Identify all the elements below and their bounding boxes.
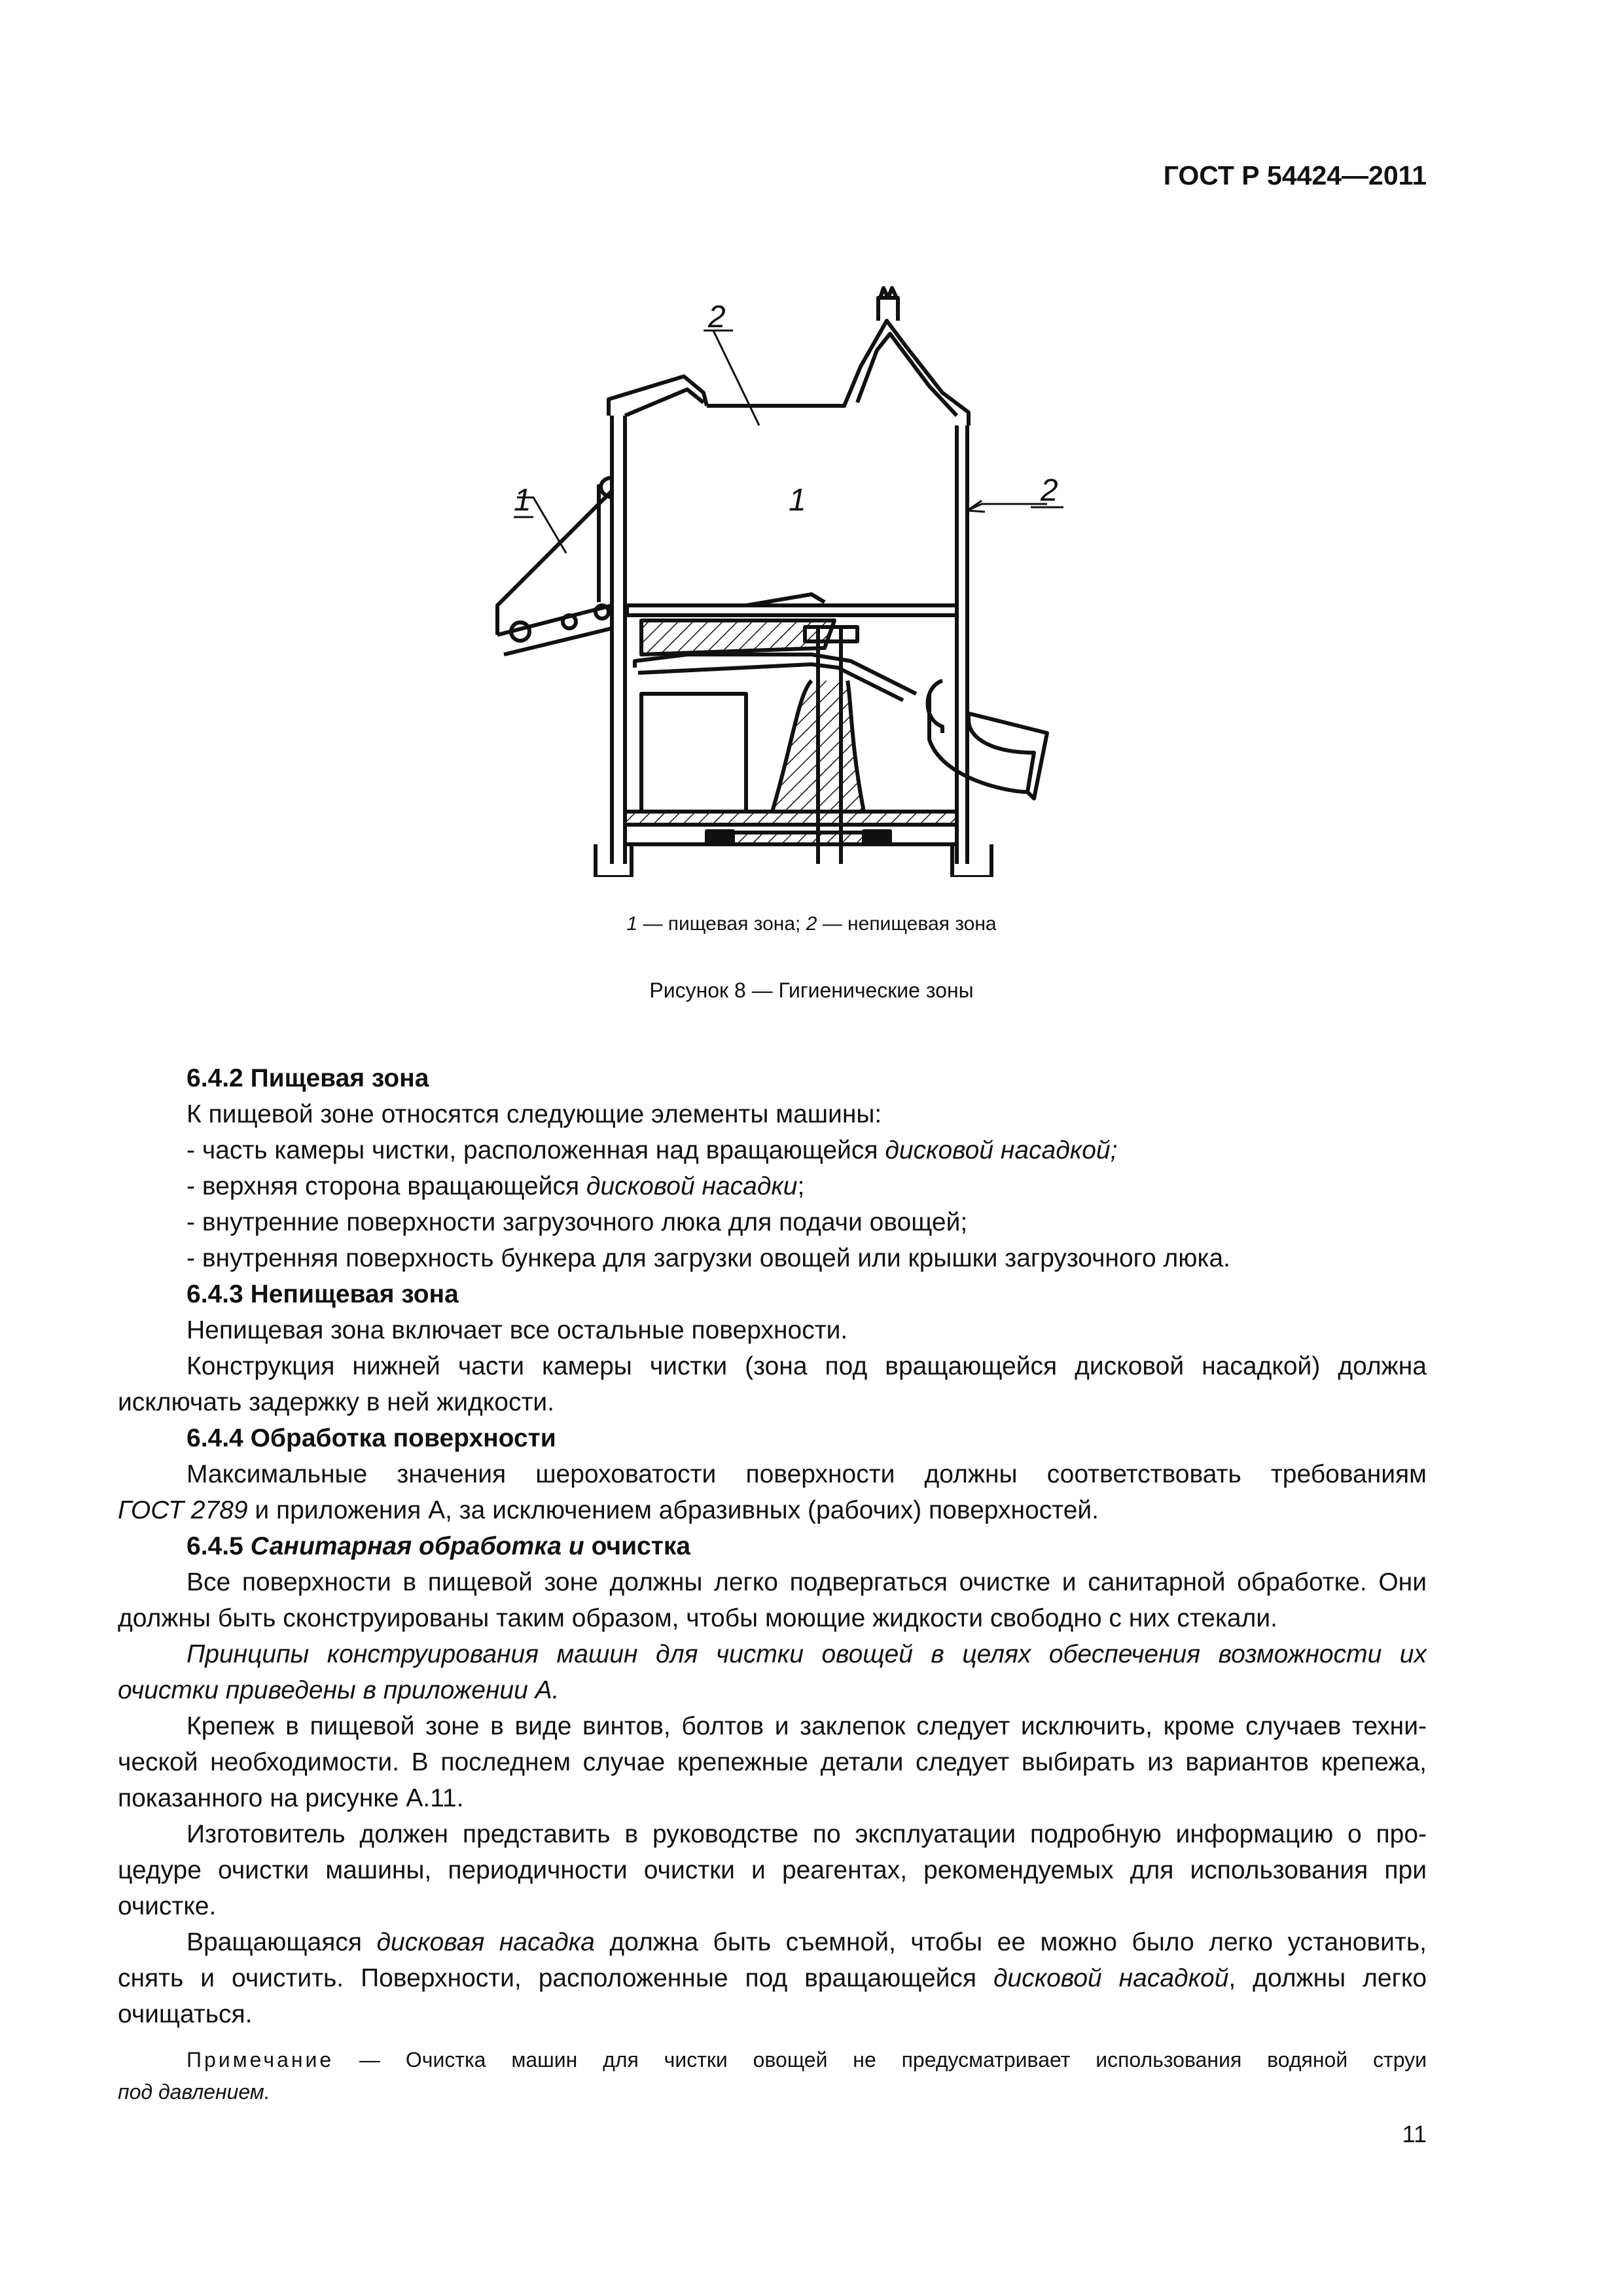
hygienic-zones-drawing <box>471 236 1113 877</box>
standard-code: ГОСТ Р 54424—2011 <box>1163 160 1427 190</box>
paragraph-line: ческой необходимости. В последнем случае крепежные детали следует выбирать из вариантов крепежа, <box>118 1748 1427 1776</box>
section-6-4-2-intro: К пищевой зоне относятся следующие элементы машины: <box>187 1100 882 1128</box>
callout-zone-1-left: 1 <box>514 483 531 518</box>
figure-legend <box>196 913 1427 935</box>
paragraph-line: Изготовитель должен представить в руководстве по эксплуатации подробную информацию о про- <box>187 1820 1427 1848</box>
paragraph: Непищевая зона включает все остальные поверхности. <box>187 1316 848 1344</box>
callout-zone-1-center: 1 <box>789 483 806 518</box>
callout-zone-2-right: 2 <box>1041 473 1058 508</box>
section-6-4-5-title: 6.4.5 Санитарная обработка и очистка <box>187 1532 691 1560</box>
list-item: - внутренние поверхности загрузочного люка для подачи овощей; <box>187 1208 968 1236</box>
paragraph-line: Максимальные значения шероховатости поверхности должны соответствовать требованиям <box>187 1460 1427 1488</box>
note-line: под давлением. <box>118 2080 270 2104</box>
paragraph-line: ГОСТ 2789 и приложения А, за исключением абразивных (рабочих) поверхностей. <box>118 1496 1099 1524</box>
paragraph-line: цедуре очистки машины, периодичности очистки и реагентах, рекомендуемых для использования при <box>118 1856 1427 1884</box>
note-line: Примечание — Очистка машин для чистки овощей не предусматривает использования водяной струи <box>187 2048 1427 2072</box>
paragraph-line: очистки приведены в приложении А. <box>118 1676 560 1704</box>
legend-text-1: — пищевая зона; <box>637 913 806 935</box>
list-item: - верхняя сторона вращающейся дисковой насадки; <box>187 1172 805 1200</box>
note-label: Примечание <box>187 2048 334 2072</box>
legend-text-2: — непищевая зона <box>817 913 997 935</box>
legend-number-1: 1 <box>626 913 638 935</box>
paragraph-line: Конструкция нижней части камеры чистки (зона под вращающейся дисковой насадкой) должна <box>187 1352 1427 1380</box>
figure-caption: Рисунок 8 — Гигиенические зоны <box>649 978 974 1002</box>
paragraph-line: снять и очистить. Поверхности, расположенные под вращающейся дисковой насадкой, должны легко <box>118 1964 1427 1992</box>
section-6-4-2-title: 6.4.2 Пищевая зона <box>187 1064 429 1092</box>
page-number: 11 <box>1402 2121 1427 2147</box>
paragraph-line: Крепеж в пищевой зоне в виде винтов, болтов и заклепок следует исключить, кроме случаев техни- <box>187 1712 1427 1740</box>
paragraph-line: показанного на рисунке А.11. <box>118 1784 464 1812</box>
legend-number-2: 2 <box>806 913 817 935</box>
paragraph-line: Вращающаяся дисковая насадка должна быть съемной, чтобы ее можно было легко установить, <box>187 1928 1427 1956</box>
body-text <box>118 1060 1427 2108</box>
section-6-4-4-title: 6.4.4 Обработка поверхности <box>187 1424 556 1452</box>
callout-zone-2-top: 2 <box>708 300 726 334</box>
paragraph-line: очищаться. <box>118 2000 253 2028</box>
paragraph-line: Все поверхности в пищевой зоне должны легко подвергаться очистке и санитарной обработке. Они <box>187 1568 1427 1596</box>
list-item: - внутренняя поверхность бункера для загрузки овощей или крышки загрузочного люка. <box>187 1244 1231 1272</box>
paragraph-line: исключать задержку в ней жидкости. <box>118 1388 554 1416</box>
list-item: - часть камеры чистки, расположенная над вращающейся дисковой насадкой; <box>187 1136 1118 1164</box>
paragraph-line: Принципы конструирования машин для чистки овощей в целях обеспечения возможности их <box>187 1640 1427 1668</box>
paragraph-line: очистке. <box>118 1892 217 1920</box>
section-6-4-3-title: 6.4.3 Непищевая зона <box>187 1280 459 1308</box>
paragraph-line: должны быть сконструированы таким образом, чтобы моющие жидкости свободно с них стекали. <box>118 1604 1277 1632</box>
